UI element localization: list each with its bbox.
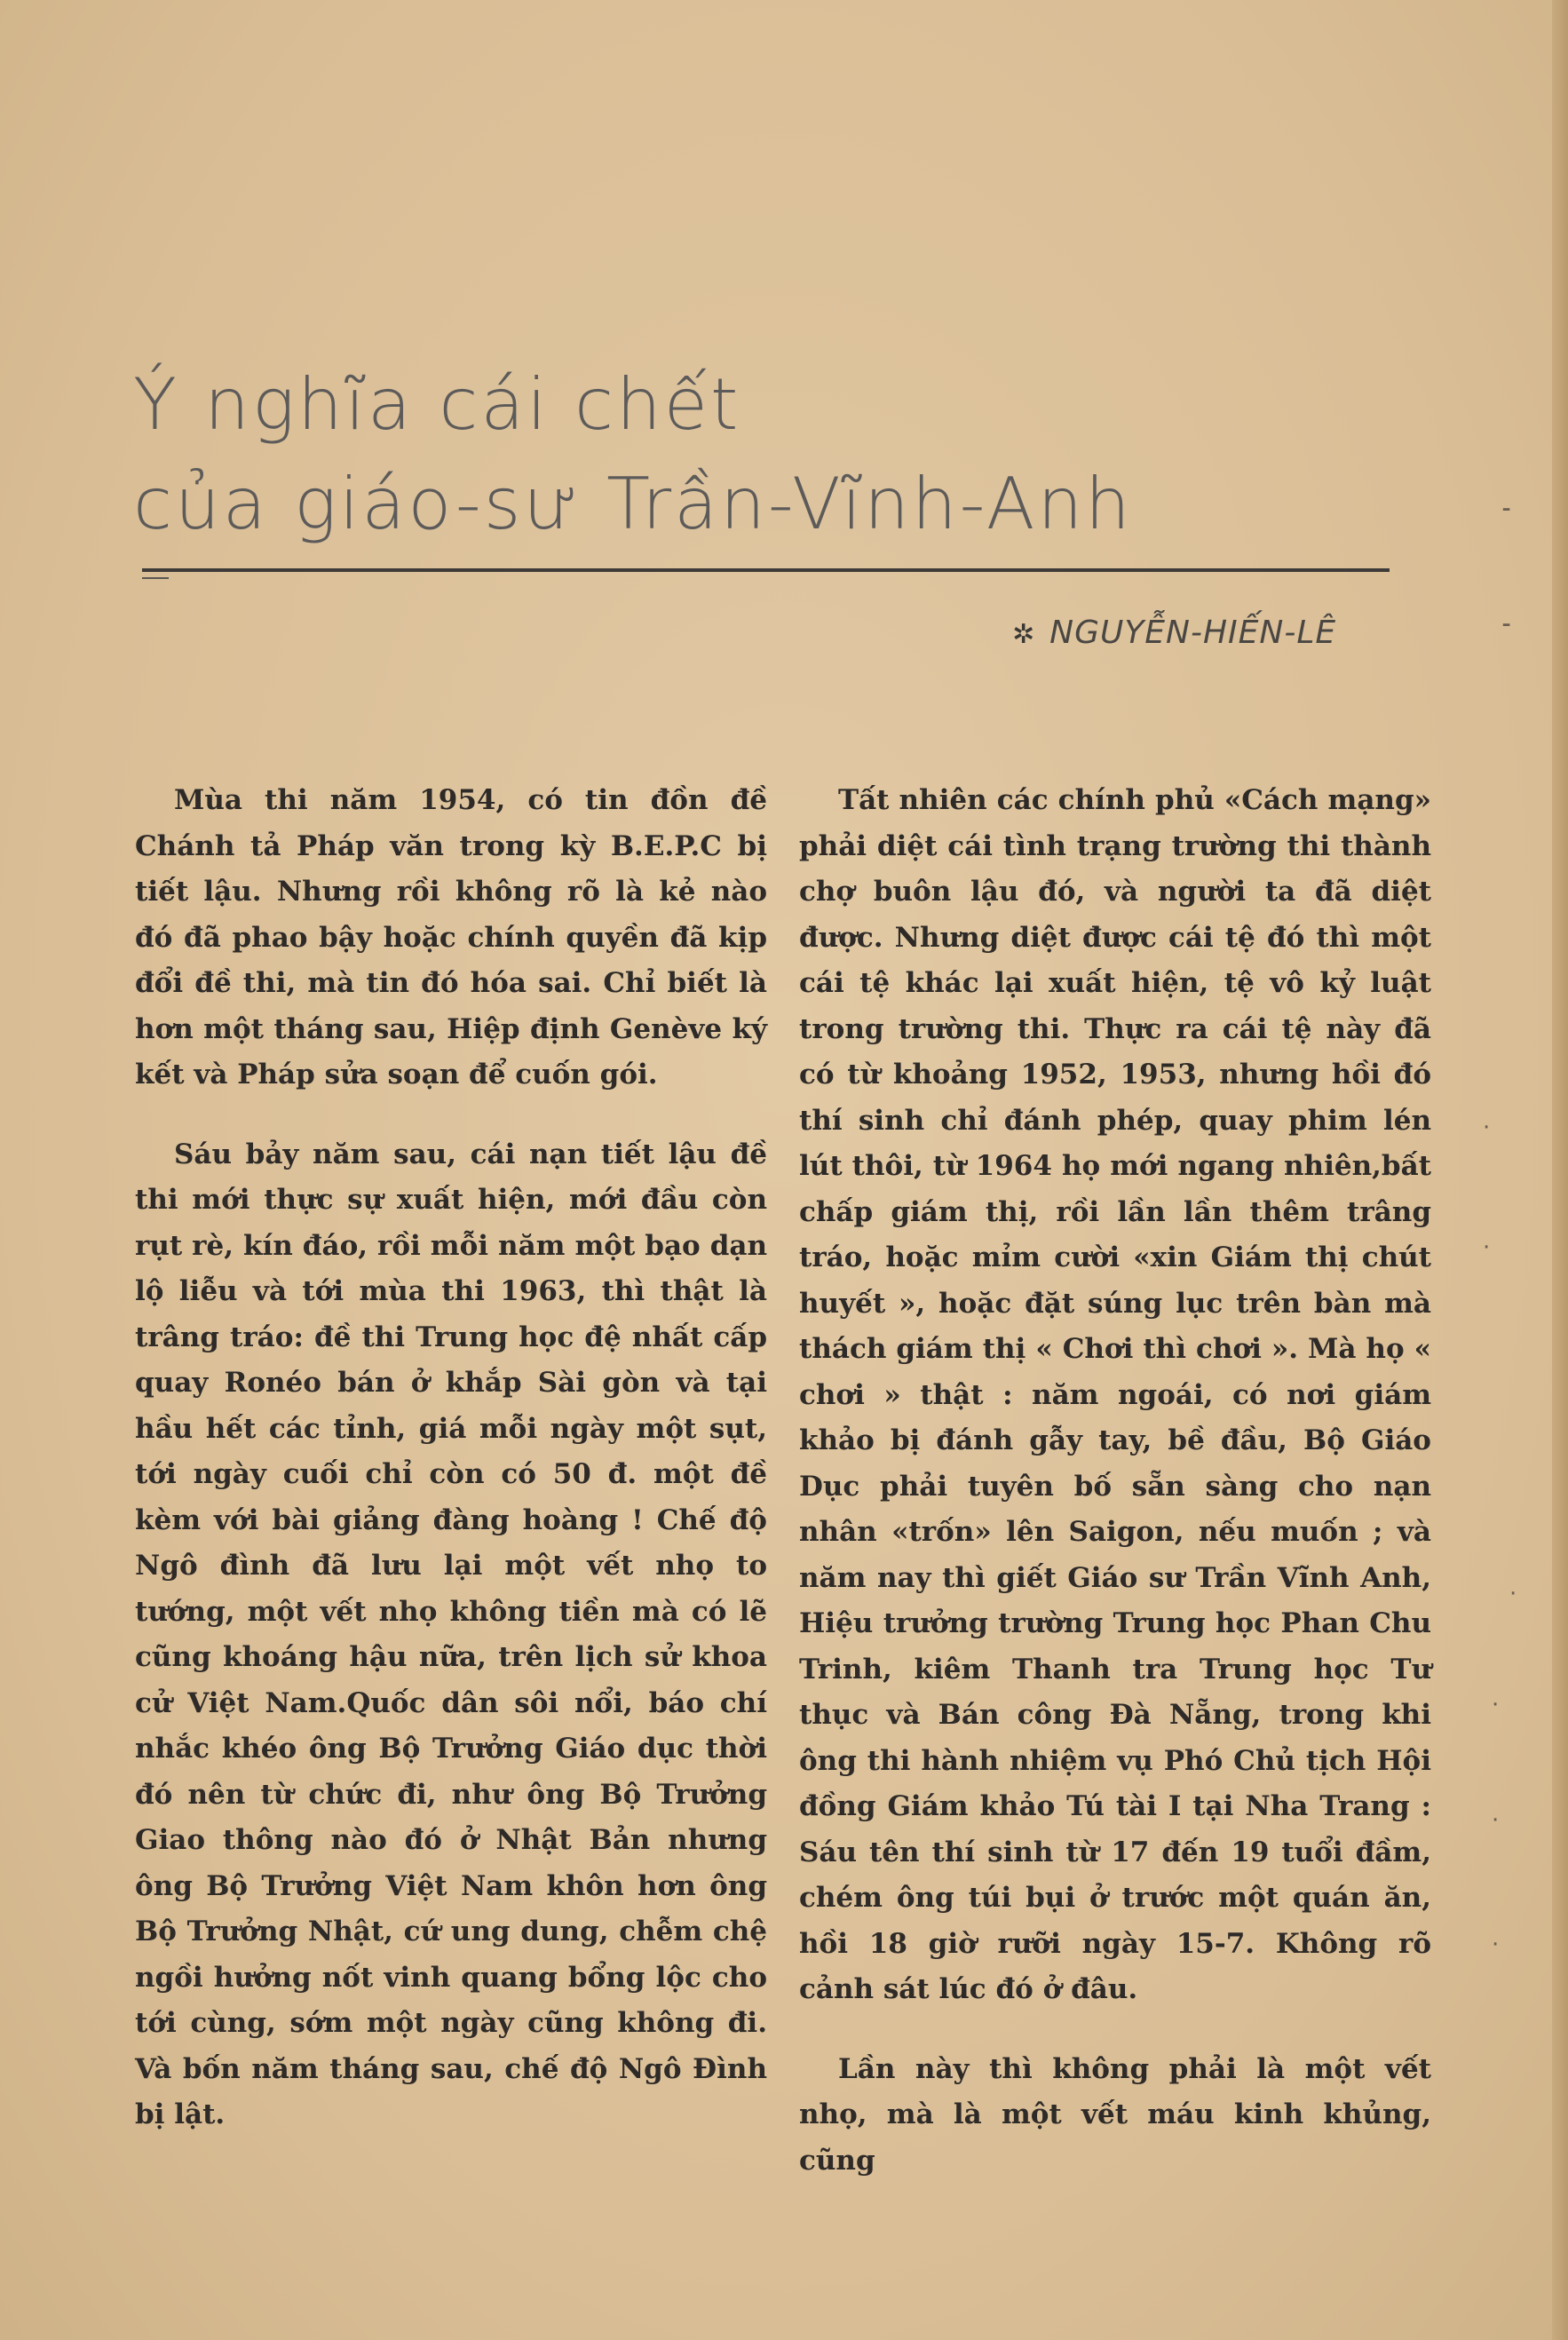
binding-mark: · bbox=[1483, 1234, 1491, 1261]
binding-mark: ⁃ bbox=[1501, 497, 1512, 524]
binding-mark: · bbox=[1492, 1692, 1500, 1718]
article-title bbox=[133, 355, 1394, 554]
title-line-2: của giáo-sư Trần-Vĩnh-Anh bbox=[133, 463, 1133, 545]
right-paragraph-2: Lần này thì không phải là một vết nhọ, mà là một vết máu kinh khủng, cũng bbox=[799, 2052, 1431, 2177]
flower-icon: ✲ bbox=[1012, 619, 1036, 650]
binding-mark: · bbox=[1492, 1931, 1500, 1958]
right-paragraph-1: Tất nhiên các chính phủ «Cách mạng» phải diệt cái tình trạng trường thi thành chợ buôn lậu đó, và người ta đã diệt được. Nhưng diệt được cái tệ đó thì một cái tệ khác lại xuất hiện, tệ vô kỷ luật trong trường thi. Thực ra cái tệ này đã có từ khoảng 1952, 1953, nhưng hồi đó thí sinh chỉ đánh phép, quay phim lén lút thôi, từ 1964 họ mới ngang nhiên,bất chấp giám thị, rồi lần lần thêm trâng tráo, hoặc mỉm cười «xin Giám thị chút huyết », hoặc đặt súng lục trên bàn mà thách giám thị « Chơi thì chơi ». Mà họ « chơi » thật : năm ngoái, có nơi giám khảo bị đánh gẫy tay, bề đầu, Bộ Giáo Dục phải tuyên bố sẵn sàng cho nạn nhân «trốn» lên Saigon, nếu muốn ; và năm nay thì giết Giáo sư Trần Vĩnh Anh, Hiệu trưởng trường Trung học Phan Chu Trinh, kiêm Thanh tra Trung học Tư thục và Bán công Đà Nẵng, trong khi ông thi hành nhiệm vụ Phó Chủ tịch Hội đồng Giám khảo Tú tài I tại Nha Trang : Sáu tên thí sinh từ 17 đến 19 tuổi đầm, chém ông túi bụi ở trước một quán ăn, hồi 18 giờ rưỡi ngày 15-7. Không rõ cảnh sát lúc đó ở đâu. bbox=[799, 784, 1431, 2005]
page-edge bbox=[1552, 0, 1568, 2340]
right-column bbox=[799, 778, 1431, 2184]
binding-mark: · bbox=[1509, 1581, 1517, 1607]
left-paragraph-1: Mùa thi năm 1954, có tin đồn đề Chánh tả Pháp văn trong kỳ B.E.P.C bị tiết lậu. Nhưng rồi không rõ là kẻ nào đó đã phao bậy hoặc chính quyền đã kịp đổi đề thi, mà tin đó hóa sai. Chỉ biết là hơn một tháng sau, Hiệp định Genève ký kết và Pháp sửa soạn để cuốn gói. bbox=[135, 784, 767, 1091]
title-line-1: Ý nghĩa cái chết bbox=[133, 363, 741, 446]
binding-mark: · bbox=[1483, 1114, 1491, 1141]
title-underline bbox=[142, 568, 1390, 572]
author-name: NGUYỄN-HIẾN-LÊ bbox=[1049, 615, 1337, 651]
binding-mark: · bbox=[1492, 1807, 1500, 1834]
binding-mark: ⁃ bbox=[1501, 613, 1512, 639]
author-byline bbox=[1012, 615, 1403, 651]
left-paragraph-2: Sáu bảy năm sau, cái nạn tiết lậu đề thi mới thực sự xuất hiện, mới đầu còn rụt rè, kín đáo, rồi mỗi năm một bạo dạn lộ liễu và tới mùa thi 1963, thì thật là trâng tráo: đề thi Trung học đệ nhất cấp quay Ronéo bán ở khắp Sài gòn và tại hầu hết các tỉnh, giá mỗi ngày một sụt, tới ngày cuối chỉ còn có 50 đ. một đề kèm với bài giảng đàng hoàng ! Chế độ Ngô đình đã lưu lại một vết nhọ to tướng, một vết nhọ không tiền mà có lẽ cũng khoáng hậu nữa, trên lịch sử khoa cử Việt Nam.Quốc dân sôi nổi, báo chí nhắc khéo ông Bộ Trưởng Giáo dục thời đó nên từ chức đi, như ông Bộ Trưởng Giao thông nào đó ở Nhật Bản nhưng ông Bộ Trưởng Việt Nam khôn hơn ông Bộ Trưởng Nhật, cứ ung dung, chễm chệ ngồi hưởng nốt vinh quang bổng lộc cho tới cùng, sớm một ngày cũng không đi. Và bốn năm tháng sau, chế độ Ngô Đình bị lật. bbox=[135, 1138, 767, 2130]
left-column bbox=[135, 778, 767, 2138]
underline-tick bbox=[142, 577, 169, 579]
